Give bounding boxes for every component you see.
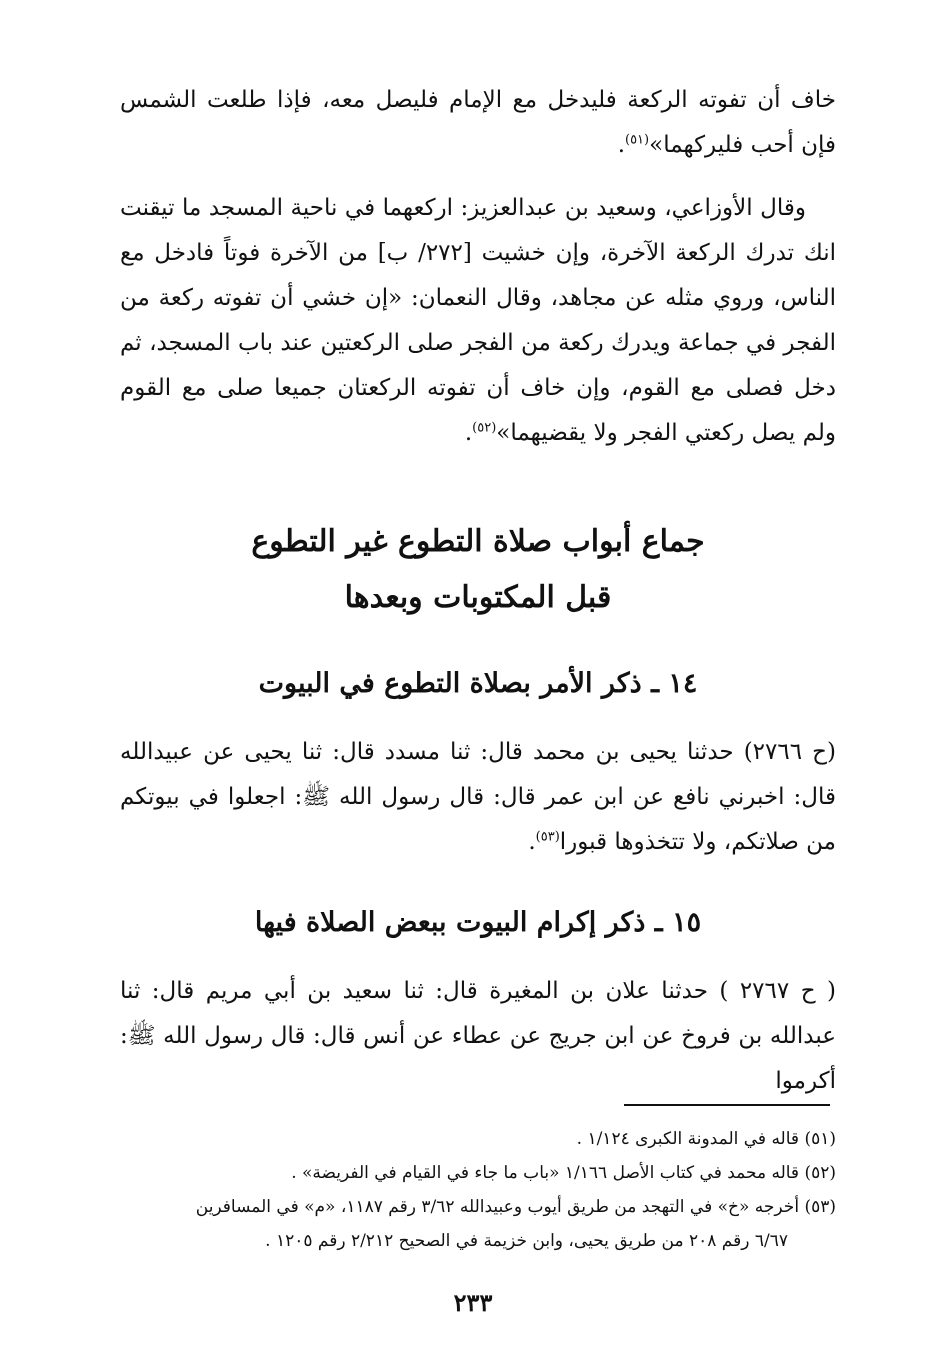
chapter-heading (120, 514, 836, 626)
paragraph-1-end: . (617, 132, 625, 158)
footnote-53: (٥٣) أخرجه «خ» في التهجد من طريق أيوب وعبيدالله ٣/٦٢ رقم ١١٨٧، «م» في المسافرين (195, 1197, 836, 1217)
footnote-ref-53: (٥٣) (535, 829, 560, 845)
paragraph-2-text: وقال الأوزاعي، وسعيد بن عبدالعزيز: اركعهما في ناحية المسجد ما تيقنت انك تدرك الركعة الآخرة، وإن خشيت [٢٧٢/ ب] من الآخرة فوتاً فادخل مع الناس، وروي مثله عن مجاهد، وقال النعمان: «إن خشي أن تفوته ركعة من الفجر في جماعة ويدرك ركعة من الفجر صلى الركعتين عند باب المسجد، ثم دخل فصلى مع القوم، وإن خاف أن تفوته الركعتان جميعا صلى مع القوم ولم يصل ركعتي الفجر ولا يقضيهما» (120, 195, 837, 446)
footnote-52: (٥٢) قاله محمد في كتاب الأصل ١/١٦٦ «باب ما جاء في القيام في الفريضة» . (291, 1163, 836, 1183)
section-14-end: . (528, 829, 536, 855)
chapter-heading-line-1: جماع أبواب صلاة التطوع غير التطوع (251, 524, 705, 559)
section-15-hadith: ( ح ٢٧٦٧ ) حدثنا علان بن المغيرة قال: ثنا سعيد بن أبي مريم قال: ثنا عبدالله بن فروخ عن ابن جريج عن عطاء عن أنس قال: قال رسول الله ﷺ: أكرموا (120, 978, 836, 1094)
chapter-heading-line-2: قبل المكتوبات وبعدها (344, 580, 612, 615)
footnotes (120, 1122, 836, 1258)
paragraph-2 (120, 186, 836, 456)
page-number: ٢٣٣ (453, 1288, 493, 1317)
footnote-51: (٥١) قاله في المدونة الكبرى ١/١٢٤ . (576, 1129, 836, 1149)
section-14-heading: ١٤ ـ ذكر الأمر بصلاة التطوع في البيوت (258, 668, 698, 699)
page-body (120, 78, 836, 1104)
section-14-hadith (120, 730, 836, 865)
footnote-ref-52: (٥٢) (472, 420, 497, 436)
paragraph-1 (120, 78, 836, 168)
section-15-heading: ١٥ ـ ذكر إكرام البيوت ببعض الصلاة فيها (254, 907, 702, 938)
footnote-ref-51: (٥١) (625, 132, 650, 148)
paragraph-2-end: . (464, 420, 473, 446)
section-14-text: (ح ٢٧٦٦) حدثنا يحيى بن محمد قال: ثنا مسدد قال: ثنا يحيى عن عبيدالله قال: اخبرني نافع عن ابن عمر قال: قال رسول الله ﷺ: اجعلوا في بيوتكم من صلاتكم، ولا تتخذوها قبورا (120, 739, 836, 855)
footnote-53-continued: ٦/٦٧ رقم ٢٠٨ من طريق يحيى، وابن خزيمة في الصحيح ٢/٢١٢ رقم ١٢٠٥ . (265, 1231, 788, 1251)
paragraph-1-text: خاف أن تفوته الركعة فليدخل مع الإمام فليصل معه، فإذا طلعت الشمس فإن أحب فليركهما» (120, 87, 836, 158)
footnote-divider (624, 1104, 830, 1106)
